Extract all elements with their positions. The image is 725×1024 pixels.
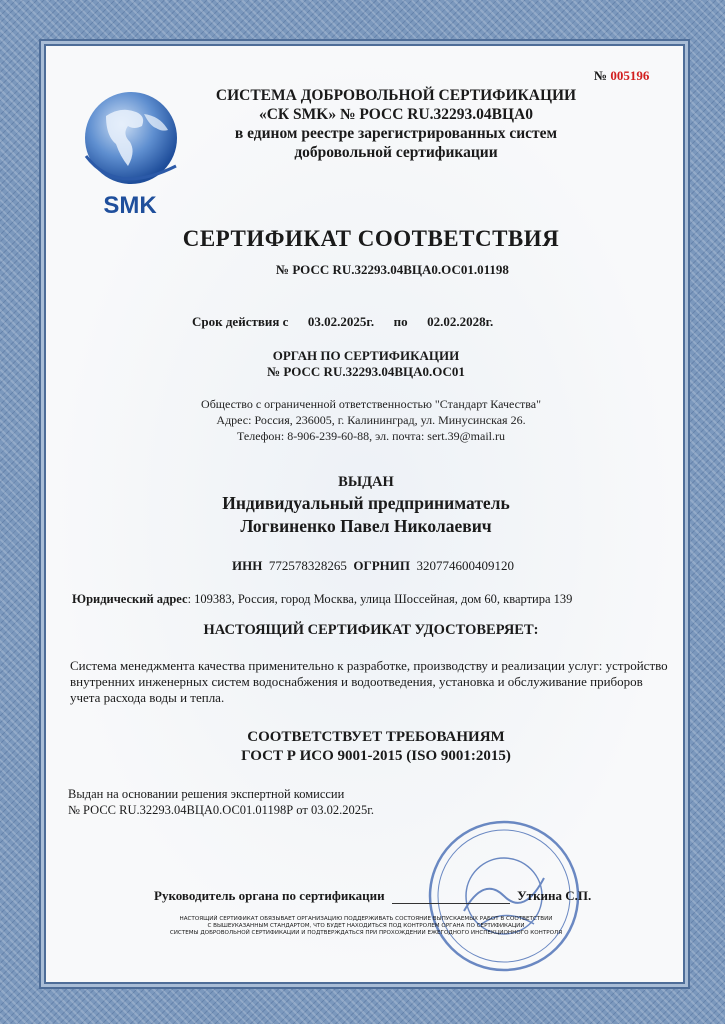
certificate-paper xyxy=(44,44,685,984)
organ-number: № РОСС RU.32293.04ВЦА0.ОС01 xyxy=(267,364,465,379)
signer-label: Руководитель органа по сертификации xyxy=(154,888,385,903)
organ-details xyxy=(146,396,596,444)
ogrnip-value: 320774600409120 xyxy=(416,558,515,573)
fine-print-line: С ВЫШЕУКАЗАННЫМ СТАНДАРТОМ, ЧТО БУДЕТ НАХОДИТЬСЯ ПОД КОНТРОЛЕМ ОРГАНА ПО СЕРТИФИКАЦИИ xyxy=(207,923,525,929)
system-header xyxy=(176,86,616,162)
certificate-serial xyxy=(594,68,649,84)
fine-print-line: НАСТОЯЩИЙ СЕРТИФИКАТ ОБЯЗЫВАЕТ ОРГАНИЗАЦИЮ ПОДДЕРЖИВАТЬ СОСТОЯНИЕ ВЫПУСКАЕМЫХ РАБОТ В СООТВЕТСТВИИ xyxy=(179,916,553,922)
signer-name: Уткина С.П. xyxy=(517,888,592,903)
organ-address: Адрес: Россия, 236005, г. Калининград, ул. Минусинская 26. xyxy=(216,413,526,427)
ogrnip-label: ОГРНИП xyxy=(353,558,411,573)
issued-line: Индивидуальный предприниматель xyxy=(222,493,510,513)
organ-contacts: Телефон: 8-906-239-60-88, эл. почта: sert.39@mail.ru xyxy=(237,429,505,443)
legal-label: Юридический адрес xyxy=(72,592,188,606)
legal-value: : 109383, Россия, город Москва, улица Шоссейная, дом 60, квартира 139 xyxy=(187,592,573,606)
header-line: добровольной сертификации xyxy=(294,144,498,161)
serial-prefix: № xyxy=(594,68,608,83)
compliance-standard xyxy=(166,728,586,766)
issued-to xyxy=(146,492,586,538)
fine-print-line: СИСТЕМЫ ДОБРОВОЛЬНОЙ СЕРТИФИКАЦИИ И ПОДТВЕРЖДАТЬСЯ ПРИ ПРОХОЖДЕНИИ ЕЖЕГОДНОГО ИНСПЕКЦИОННОГО КОНТРОЛЯ xyxy=(169,930,563,936)
signature-line xyxy=(392,903,510,904)
certificate-number: № РОСС RU.32293.04ВЦА0.ОС01.01198 xyxy=(276,262,509,277)
issue-basis xyxy=(68,786,374,818)
validity-period xyxy=(192,314,493,330)
header-line: в едином реестре зарегистрированных систем xyxy=(234,125,558,142)
organ-name: Общество с ограниченной ответственностью "Стандарт Качества" xyxy=(201,397,541,411)
serial-number: 005196 xyxy=(610,68,650,83)
basis-line: № РОСС RU.32293.04ВЦА0.ОС01.01198Р от 03.02.2025г. xyxy=(68,803,375,817)
signature-block xyxy=(154,888,591,904)
issued-label: ВЫДАН xyxy=(338,474,394,490)
smk-logo xyxy=(76,86,182,226)
basis-line: Выдан на основании решения экспертной комиссии xyxy=(68,787,345,801)
organ-title: ОРГАН ПО СЕРТИФИКАЦИИ xyxy=(272,348,460,363)
legal-address xyxy=(72,592,572,607)
issued-line: Логвиненко Павел Николаевич xyxy=(240,516,492,536)
validity-to-label: по xyxy=(393,314,408,329)
certificate-title: СЕРТИФИКАТ СООТВЕТСТВИЯ xyxy=(182,226,560,251)
validity-to: 02.02.2028г. xyxy=(427,314,494,329)
certification-body xyxy=(196,348,536,380)
fine-print xyxy=(116,916,616,937)
scope-text: Система менеджмента качества применительно к разработке, производству и реализации услуг: устройство внутренних инженерных систем водоснабжения и водоотведения, установка и обслуживание приборов учета расхода воды и тепла. xyxy=(70,658,668,705)
validity-label: Срок действия с xyxy=(192,314,289,329)
validity-from: 03.02.2025г. xyxy=(307,314,375,329)
header-line: «СК SMK» № РОСС RU.32293.04ВЦА0 xyxy=(258,106,534,123)
inn-label: ИНН xyxy=(232,558,263,573)
logo-text: SMK xyxy=(103,192,157,219)
certifies-title: НАСТОЯЩИЙ СЕРТИФИКАТ УДОСТОВЕРЯЕТ: xyxy=(203,622,539,638)
complies-line: СООТВЕТСТВУЕТ ТРЕБОВАНИЯМ xyxy=(247,729,505,745)
header-line: СИСТЕМА ДОБРОВОЛЬНОЙ СЕРТИФИКАЦИИ xyxy=(215,87,577,104)
tax-ids xyxy=(232,558,514,574)
inn-value: 772578328265 xyxy=(268,558,347,573)
standard-line: ГОСТ Р ИСО 9001-2015 (ISO 9001:2015) xyxy=(241,748,511,764)
